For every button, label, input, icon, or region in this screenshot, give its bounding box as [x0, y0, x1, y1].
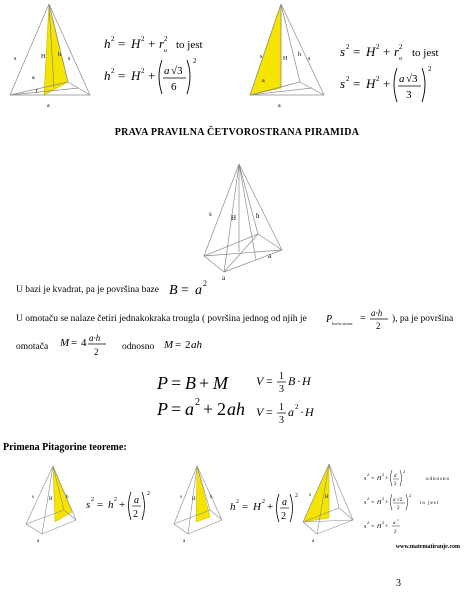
svg-text:r: r	[159, 36, 165, 51]
pyramid-label-a-right: a	[268, 252, 272, 260]
fig-label-s: s	[260, 54, 263, 60]
svg-text:=: =	[171, 373, 182, 393]
svg-text:2: 2	[397, 518, 399, 522]
volume-formulas	[256, 368, 336, 430]
svg-text:+: +	[385, 476, 389, 482]
fig1-label-h: h	[66, 495, 69, 500]
svg-text:B: B	[185, 373, 196, 393]
svg-text:a: a	[164, 65, 170, 77]
svg-text:H: H	[366, 76, 376, 91]
fig1-label-s: s	[32, 495, 34, 500]
svg-text:V: V	[256, 374, 264, 388]
fig-label-s2: s	[308, 56, 311, 62]
svg-text:s: s	[364, 476, 367, 482]
svg-text:h: h	[104, 68, 111, 83]
pyramid-label-h: h	[256, 212, 260, 220]
svg-text:+: +	[383, 76, 391, 91]
svg-text:2: 2	[195, 397, 200, 408]
fig-label-h: h	[58, 52, 61, 58]
square-pyramid-figure	[196, 152, 296, 282]
svg-text:s: s	[340, 76, 346, 91]
svg-text:a·h: a·h	[89, 333, 101, 343]
svg-text:2: 2	[147, 491, 150, 497]
svg-text:+: +	[148, 36, 156, 51]
svg-text:2: 2	[382, 496, 384, 501]
svg-text:+: +	[199, 373, 210, 393]
svg-text:r: r	[394, 44, 400, 59]
svg-text:H: H	[366, 44, 376, 59]
bottom-pyramid-figure-2	[170, 462, 228, 544]
svg-text:h: h	[104, 36, 111, 51]
bottom-formula-3	[364, 468, 464, 540]
svg-text:+: +	[148, 68, 156, 83]
svg-text:=: =	[181, 283, 189, 298]
bottom-pyramid-figure-3	[295, 460, 357, 542]
svg-text:M: M	[60, 337, 70, 349]
top-right-formula	[340, 38, 470, 108]
svg-text:ah: ah	[227, 399, 245, 419]
lateral-area-formula-1	[60, 330, 120, 360]
svg-text:B: B	[288, 374, 296, 388]
svg-text:=: =	[171, 399, 182, 419]
svg-text:H: H	[377, 500, 382, 506]
svg-text:2: 2	[91, 497, 94, 503]
svg-text:+: +	[383, 44, 391, 59]
fig-label-a-bottom: a	[47, 103, 50, 109]
surface-area-formulas	[155, 370, 265, 420]
svg-text:H: H	[253, 501, 261, 513]
svg-text:+: +	[385, 500, 389, 506]
svg-text:=: =	[371, 500, 375, 506]
svg-text:2: 2	[217, 399, 226, 419]
svg-text:2: 2	[281, 511, 286, 522]
svg-text:2: 2	[376, 43, 380, 51]
svg-text:2: 2	[428, 65, 432, 73]
svg-text:·: ·	[300, 405, 304, 419]
svg-text:4: 4	[81, 337, 87, 349]
svg-text:=: =	[242, 501, 249, 513]
svg-text:2: 2	[394, 482, 397, 487]
odnosno-text: odnosno	[122, 342, 155, 352]
svg-text:2: 2	[262, 499, 265, 505]
svg-text:2: 2	[295, 493, 298, 499]
fig-label-s2: s	[68, 56, 71, 62]
svg-text:ah: ah	[191, 339, 202, 351]
svg-text:a: a	[185, 399, 194, 419]
svg-text:2: 2	[141, 35, 145, 43]
svg-text:=: =	[266, 405, 273, 419]
svg-text:d: d	[394, 474, 397, 479]
svg-text:P: P	[326, 314, 333, 325]
svg-text:+: +	[203, 399, 214, 419]
svg-text:M: M	[213, 373, 228, 393]
svg-text:2: 2	[399, 43, 403, 51]
svg-text:2: 2	[193, 57, 197, 65]
fig-label-a-bottom: a	[278, 103, 281, 109]
fig-label-a: a	[32, 75, 35, 81]
svg-text:2: 2	[382, 472, 384, 477]
svg-text:a·h: a·h	[371, 308, 383, 318]
svg-text:=: =	[353, 44, 361, 59]
section-title: PRAVA PRAVILNA ČETVOROSTRANA PIRAMIDA	[114, 127, 360, 138]
svg-text:H: H	[131, 68, 141, 83]
svg-text:2: 2	[367, 496, 369, 501]
fig2-label-a: a	[183, 539, 186, 544]
to-jest-small: to jest	[420, 501, 440, 506]
fig3-label-a: a	[312, 539, 315, 542]
svg-text:=: =	[371, 476, 375, 482]
fig-label-H: H	[283, 56, 288, 62]
svg-text:+: +	[267, 501, 274, 513]
svg-text:2: 2	[367, 520, 369, 525]
svg-text:H: H	[302, 374, 311, 388]
svg-text:√3: √3	[171, 65, 183, 77]
pyramid-label-s: s	[209, 210, 212, 218]
svg-text:·: ·	[297, 374, 301, 388]
svg-text:2: 2	[382, 520, 384, 525]
fig2-label-H: H	[192, 497, 196, 502]
svg-text:=: =	[71, 337, 78, 349]
svg-text:=: =	[175, 339, 182, 351]
svg-text:2: 2	[295, 403, 299, 411]
svg-text:2: 2	[346, 75, 350, 83]
base-area-formula	[167, 276, 227, 300]
svg-text:3: 3	[279, 415, 284, 426]
fig-label-H: H	[41, 54, 46, 60]
svg-text:=: =	[118, 36, 126, 51]
svg-text:2: 2	[346, 43, 350, 51]
triangular-pyramid-figure-right	[238, 0, 332, 115]
svg-text:a: a	[393, 498, 396, 503]
pyramid-label-H: H	[231, 214, 237, 222]
svg-text:o: o	[399, 56, 402, 62]
svg-text:6: 6	[171, 81, 177, 93]
pythagoras-title: Primena Pitagorine teoreme:	[3, 442, 127, 453]
svg-text:√2: √2	[397, 498, 403, 503]
triangle-area-formula	[326, 304, 396, 338]
svg-text:2: 2	[397, 506, 400, 511]
svg-text:=: =	[266, 374, 273, 388]
svg-text:P: P	[157, 373, 168, 393]
bottom-pyramid-figure-1	[22, 462, 82, 544]
svg-text:2: 2	[94, 347, 99, 357]
pyramid-label-a-bottom: a	[222, 274, 226, 282]
svg-text:H: H	[305, 405, 314, 419]
svg-text:s: s	[86, 499, 91, 511]
svg-text:2: 2	[185, 339, 191, 351]
svg-text:2: 2	[111, 67, 115, 75]
lateral-area-text-1: U omotaču se nalaze četiri jednakokraka trougla ( površina jednog od njih je	[16, 314, 307, 324]
svg-text:V: V	[256, 405, 264, 419]
fig1-label-a: a	[37, 539, 40, 544]
svg-text:H: H	[131, 36, 141, 51]
svg-text:3: 3	[279, 384, 284, 395]
svg-text:=: =	[371, 524, 375, 530]
svg-text:h: h	[230, 501, 236, 513]
svg-text:+: +	[119, 499, 126, 511]
fig3-label-H: H	[325, 495, 329, 500]
svg-text:u: u	[164, 48, 167, 54]
to-jest-left: to jest	[176, 39, 203, 51]
fig-label-s: s	[14, 56, 17, 62]
svg-text:s: s	[364, 500, 367, 506]
fig-label-h: h	[298, 52, 301, 58]
triangular-pyramid-figure-left	[2, 0, 96, 115]
svg-text:2: 2	[394, 530, 397, 535]
bottom-formula-1	[86, 486, 156, 524]
svg-text:a: a	[195, 283, 202, 298]
svg-text:2: 2	[164, 35, 168, 43]
svg-text:a: a	[288, 405, 294, 419]
svg-text:2: 2	[133, 509, 138, 520]
odnosno-small: odnosno	[426, 477, 450, 482]
lateral-area-text-2: ), pa je površina	[392, 314, 454, 324]
svg-text:=: =	[118, 68, 126, 83]
svg-text:H: H	[377, 476, 382, 482]
svg-text:2: 2	[236, 499, 239, 505]
svg-text:=: =	[97, 499, 104, 511]
svg-text:H: H	[377, 524, 382, 530]
svg-text:P: P	[157, 399, 168, 419]
svg-text:=: =	[360, 313, 366, 324]
svg-text:2: 2	[367, 472, 369, 477]
svg-text:h: h	[108, 499, 114, 511]
to-jest-right: to jest	[412, 47, 439, 59]
svg-text:B: B	[169, 283, 178, 298]
base-area-text: U bazi je kvadrat, pa je površina baze	[16, 285, 159, 295]
svg-text:2: 2	[376, 75, 380, 83]
svg-text:2: 2	[409, 493, 411, 498]
svg-text:s: s	[364, 524, 367, 530]
lateral-area-formula-2	[164, 334, 224, 354]
svg-text:2: 2	[376, 321, 381, 331]
svg-text:a: a	[134, 495, 139, 506]
svg-text:2: 2	[203, 279, 207, 288]
omotaca-label: omotača	[16, 342, 49, 352]
top-left-formula	[104, 30, 244, 100]
svg-text:√3: √3	[406, 73, 418, 85]
svg-text:2: 2	[114, 497, 117, 503]
fig-label-r: r	[36, 88, 38, 94]
page-number: 3	[396, 578, 401, 589]
fig1-label-H: H	[49, 497, 53, 502]
fig-label-a: a	[262, 78, 265, 84]
svg-text:a: a	[393, 521, 396, 526]
svg-text:=: =	[353, 76, 361, 91]
svg-text:1: 1	[279, 402, 284, 413]
svg-text:3: 3	[406, 89, 412, 101]
svg-text:a: a	[282, 497, 287, 508]
fig2-label-s: s	[180, 495, 182, 500]
svg-text:a: a	[399, 73, 405, 85]
svg-text:2: 2	[111, 35, 115, 43]
svg-text:M: M	[164, 339, 174, 351]
svg-text:1: 1	[279, 371, 284, 382]
bottom-formula-2	[230, 488, 305, 526]
footer-url[interactable]: www.matematiranje.com	[395, 544, 460, 550]
svg-text:2: 2	[141, 67, 145, 75]
fig3-label-s: s	[309, 493, 311, 498]
svg-text:2: 2	[403, 469, 405, 474]
svg-text:+: +	[385, 524, 389, 530]
p-subscript: bočne strane	[332, 321, 353, 326]
fig2-label-h: h	[210, 495, 213, 500]
svg-text:s: s	[340, 44, 346, 59]
